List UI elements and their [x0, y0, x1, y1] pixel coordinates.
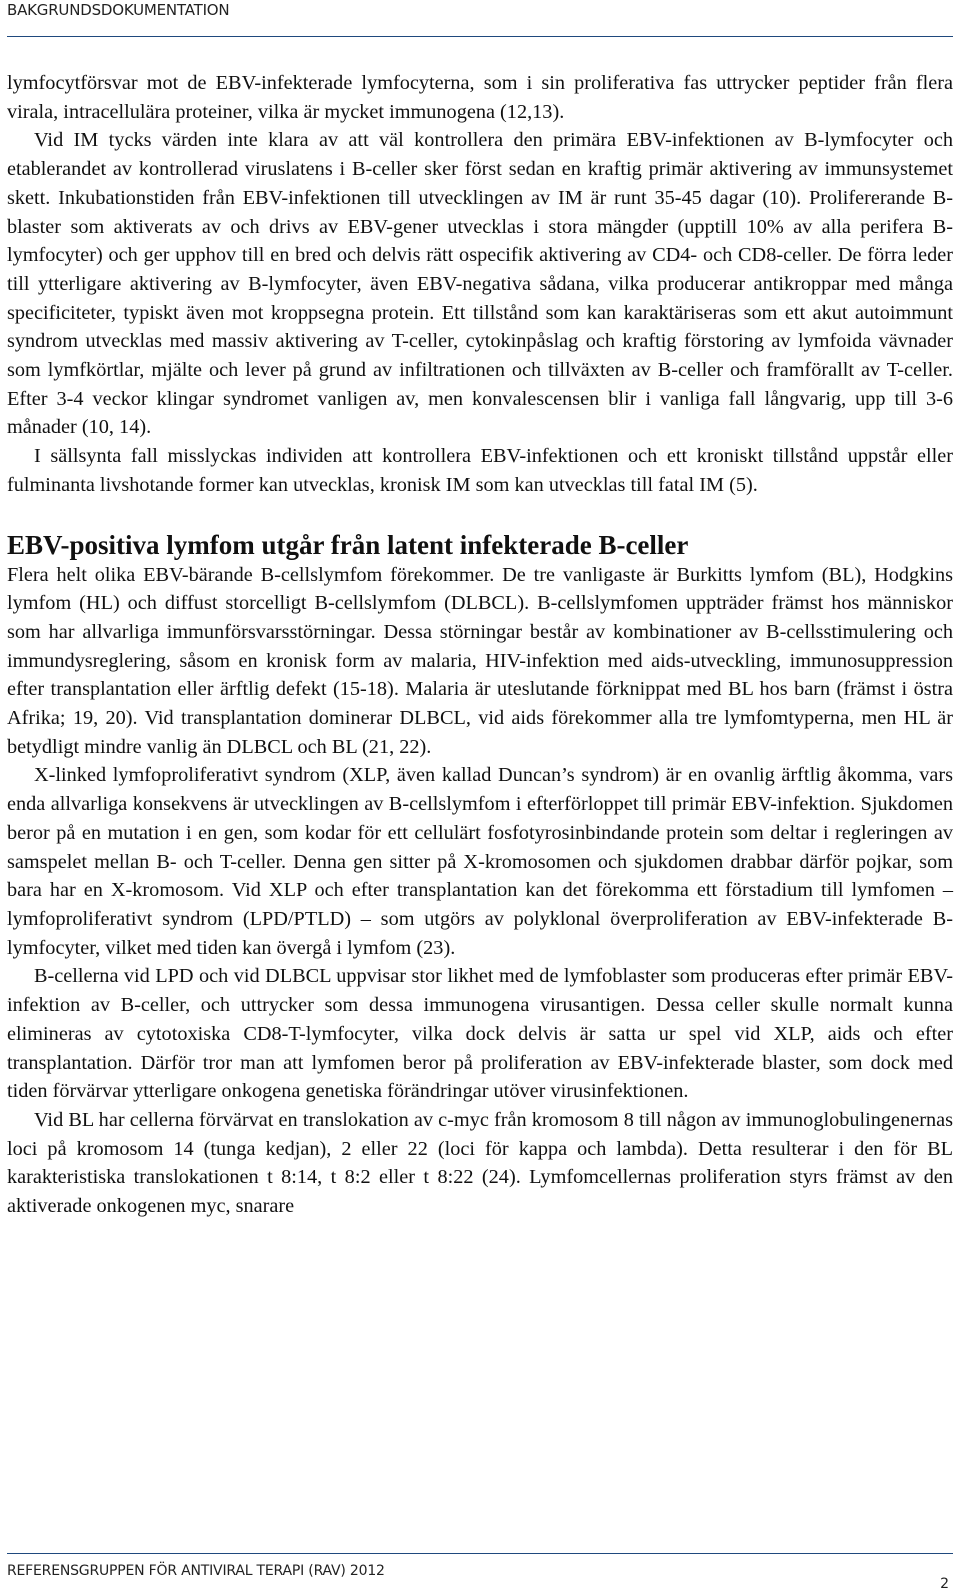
paragraph: B-cellerna vid LPD och vid DLBCL uppvisar stor likhet med de lymfoblaster som produceras efter primär EBV-infektion av B-celler, och uttrycker som dessa immunogena virusantigen. Dessa celler skulle normalt kunna elimineras av cytotoxiska CD8-T-lymfocyter, vilka dock delvis är satta ur spel vid XLP, aids och efter transplantation. Därför tror man att lymfomen beror på proliferation av EBV-infekterade blaster, som dock med tiden förvärvar ytterligare onkogena genetiska förändringar utöver virusinfektionen.	[7, 965, 953, 1103]
paragraph: Vid IM tycks värden inte klara av att väl kontrollera den primära EBV-infektionen av B-lymfocyter och etablerandet av kontrollerad viruslatens i B-celler sker först sedan en kraftig primär aktivering av immunsystemet skett. Inkubationstiden från EBV-infektionen till utvecklingen av IM är runt 35-45 dagar (10). Prolifererande B-blaster som aktiverats av och drivs av EBV-gener utvecklas i stora mängder (upptill 10% av alla perifera B-lymfocyter) och ger upphov till en bred och delvis rätt ospecifik aktivering av CD4- och CD8-celler. De förra leder till ytterligare aktivering av B-lymfocyter, även EBV-negativa sådana, vilka producerar antikroppar med många specificiteter, typiskt även mot kroppsegna protein. Ett tillstånd som kan karaktäriseras som ett akut autoimmunt syndrom utvecklas med massiv aktivering av T-celler, cytokinpåslag och kraftig förstoring av lymfoida vävnader som lymfkörtlar, mjälte och lever på grund av infiltrationen och tillväxten av B-celler och framförallt av T-celler. Efter 3-4 veckor klingar syndromet vanligen av, men konvalescensen blir i vanliga fall långvarig, upp till 3-6 månader (10, 14).	[7, 129, 953, 439]
page-footer	[7, 1553, 953, 1594]
paragraph: Flera helt olika EBV-bärande B-cellslymfom förekommer. De tre vanligaste är Burkitts lymfom (BL), Hodgkins lymfom (HL) och diffust storcelligt B-cellslymfom (DLBCL). B-cellslymfomen uppträder främst hos människor som har allvarliga immunförsvarsstörningar. Dessa störningar består av kombinationer av B-cellsstimulering och immundysreglering, såsom en kronisk form av malaria, HIV-infektion med aids-utveckling, immunosuppression efter transplantation eller ärftlig defekt (15-18). Malaria är uteslutande förknippat med BL hos barn (främst i östra Afrika; 19, 20). Vid transplantation dominerar DLBCL, vid aids förekommer alla tre lymfomtyperna, men HL är betydligt mindre vanlig än DLBCL och BL (21, 22).	[7, 563, 953, 758]
paragraph: X-linked lymfoproliferativt syndrom (XLP, även kallad Duncan’s syndrom) är en ovanlig ärftlig åkomma, vars enda allvarliga konsekvens är utvecklingen av B-cellslymfom i efterförloppet till primär EBV-infektion. Sjukdomen beror på en mutation i en gen, som kodar för ett cellulärt fosfotyrosinbindande protein som deltar i regleringen av samspelet mellan B- och T-celler. Denna gen sitter på X-kromosomen och sjukdomen drabbar därför pojkar, som bara har en X-kromosom. Vid XLP och efter transplantation kan det förekomma ett förstadium till lymfomen – lymfoproliferativt syndrom (LPD/PTLD) – som utgörs av polyklonal överproliferation av EBV-infekterade B-lymfocyter, vilket med tiden kan övergå i lymfom (23).	[7, 764, 953, 959]
section-heading: EBV-positiva lymfom utgår från latent infekterade B-celler	[7, 529, 689, 560]
document-body	[7, 69, 953, 1221]
paragraph: I sällsynta fall misslyckas individen att kontrollera EBV-infektionen och ett kroniskt tillstånd uppstår eller fulminanta livshotande former kan utvecklas, kronisk IM som kan utvecklas till fatal IM (5).	[7, 445, 953, 496]
footer-text: REFERENSGRUPPEN FÖR ANTIVIRAL TERAPI (RAV) 2012	[7, 1563, 385, 1579]
paragraph: lymfocytförsvar mot de EBV-infekterade lymfocyterna, som i sin proliferativa fas uttrycker peptider från flera virala, intracellulära proteiner, vilka är mycket immunogena (12,13).	[7, 72, 953, 123]
paragraph: Vid BL har cellerna förvärvat en translokation av c-myc från kromosom 8 till någon av immunoglobulingenernas loci på kromosom 14 (tunga kedjan), 2 eller 22 (loci för kappa och lambda). Detta resulterar i den för BL karakteristiska translokationen t 8:14, t 8:2 eller t 8:22 (24). Lymfomcellernas proliferation styrs främst av den aktiverade onkogenen myc, snarare	[7, 1108, 953, 1218]
page-header	[7, 0, 953, 37]
header-title: BAKGRUNDSDOKUMENTATION	[7, 1, 230, 19]
page-number: 2	[940, 1576, 949, 1592]
